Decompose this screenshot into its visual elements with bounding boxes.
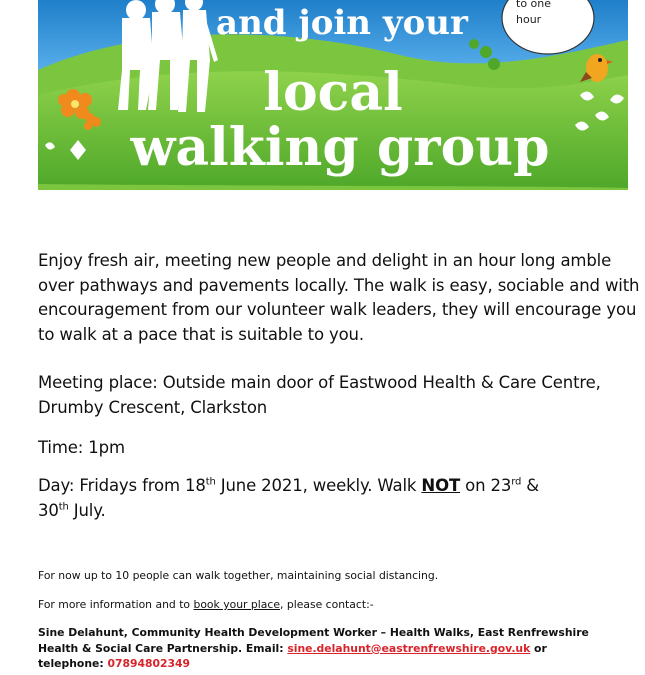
day-prefix: Day: Fridays from 18 <box>38 476 206 495</box>
day-sup-3: th <box>58 501 69 512</box>
headline-line3: walking group <box>130 117 550 178</box>
info-note <box>38 597 638 613</box>
bubble-text <box>516 0 566 28</box>
contact-details <box>38 625 628 672</box>
email-link[interactable]: sine.delahunt@eastrenfrewshire.gov.uk <box>287 641 531 655</box>
day-not: NOT <box>421 476 461 495</box>
time-text: Time: 1pm <box>38 438 125 457</box>
headline-line1: and join your <box>216 3 468 43</box>
info-suffix: , please contact:- <box>279 598 374 611</box>
meeting-place: Meeting place: Outside main door of Eastwood Health & Care Centre, Drumby Crescent, Clarkston <box>38 373 601 417</box>
telephone-number[interactable]: 07894802349 <box>107 657 191 670</box>
info-prefix: For more information and to <box>38 598 194 611</box>
day-end: July. <box>68 500 106 520</box>
day-sup-2: rd <box>511 476 522 488</box>
book-place-link[interactable]: book your place <box>193 598 280 611</box>
telephone-label: telephone: <box>38 657 108 670</box>
day-amp: & <box>521 476 539 495</box>
headline-line2: local <box>263 62 403 123</box>
contact-text: Sine Delahunt, Community Health Development Worker – Health Walks, East Renfrewshire Health & Social Care Partnership. Email: <box>38 626 589 655</box>
day-on: on 23 <box>460 476 512 495</box>
header-banner <box>0 0 645 200</box>
day-30: 30 <box>38 500 59 520</box>
distancing-note: For now up to 10 people can walk together, maintaining social distancing. <box>38 569 439 582</box>
day-text <box>38 474 638 523</box>
day-sup-1: th <box>205 476 216 488</box>
contact-or: or <box>530 641 547 655</box>
intro-paragraph: Enjoy fresh air, meeting new people and delight in an hour long amble over pathways and pavements locally. The walk is easy, sociable and with encouragement from our volunteer walk leaders, they will encourage you to walk at a pace that is suitable to you. <box>38 251 640 344</box>
day-middle: June 2021, weekly. Walk <box>215 476 422 495</box>
bubble-line2: hour <box>516 13 542 26</box>
bubble-line1: to one <box>516 0 552 10</box>
